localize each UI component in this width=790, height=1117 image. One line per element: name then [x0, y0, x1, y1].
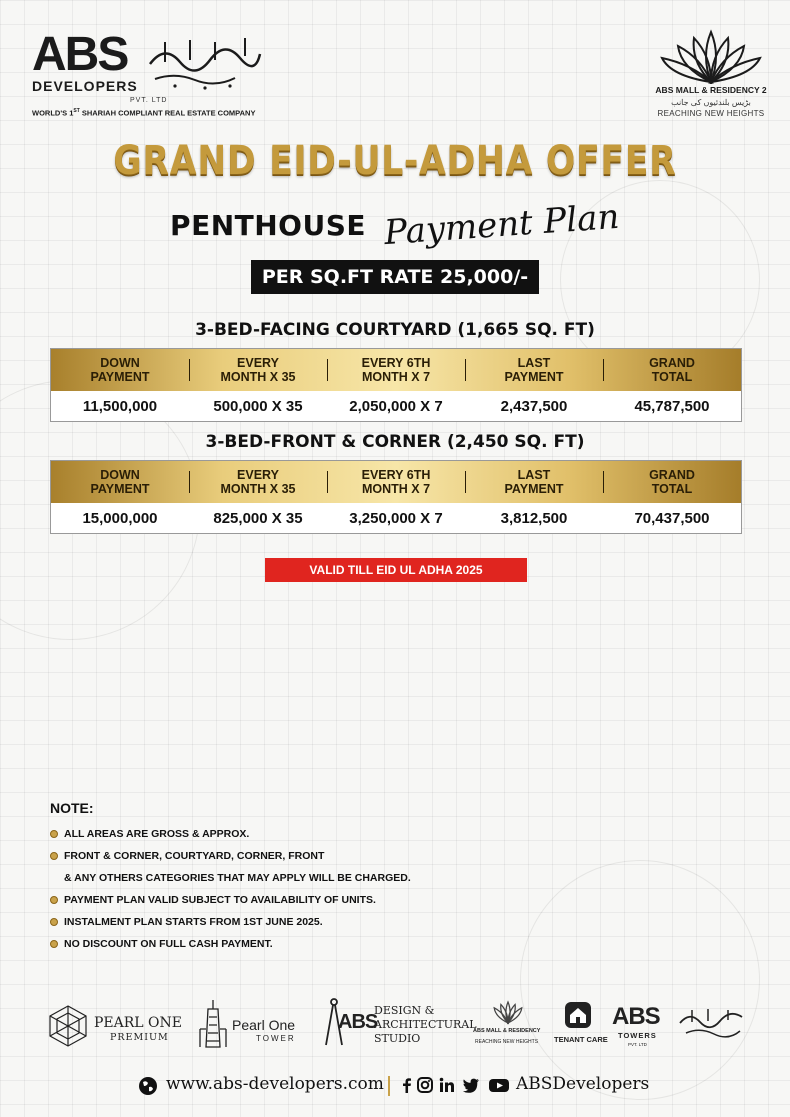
abs-developers-logo [30, 30, 270, 122]
brand-logos [48, 995, 748, 1055]
down-payment-value: 15,000,000 [82, 509, 158, 527]
instagram-icon[interactable] [416, 1076, 434, 1094]
subhead [0, 196, 790, 254]
facebook-icon[interactable] [398, 1076, 416, 1094]
table-row [51, 391, 741, 421]
rate-banner: PER SQ.FT RATE 25,000/- [251, 260, 539, 294]
urdu-calligraphy-icon [145, 34, 265, 94]
header-six-monthly: EVERY 6TH MONTH X 7 [327, 349, 465, 391]
abs-towers-logo: ABS TOWERS PVT. LTD [610, 995, 750, 1053]
monthly-value: 825,000 X 35 [213, 509, 303, 527]
bullet-icon [50, 896, 58, 904]
last-payment-value: 3,812,500 [500, 509, 568, 527]
lotus-icon [485, 998, 531, 1026]
grand-total-value: 45,787,500 [634, 397, 710, 415]
abs-logo-name: DEVELOPERS [32, 78, 138, 94]
six-monthly-value: 3,250,000 X 7 [349, 509, 443, 527]
notes-section [50, 800, 550, 957]
plan-title: 3-BED-FACING COURTYARD (1,665 SQ. FT) [195, 320, 595, 340]
design-studio-logo: ABS DESIGN & ARCHITECTURAL STUDIO [324, 995, 470, 1053]
note-item: NO DISCOUNT ON FULL CASH PAYMENT. [50, 935, 550, 957]
payment-plan-script: Payment Plan [383, 196, 622, 254]
social-handle: ABSDevelopers [516, 1074, 650, 1094]
abs-mall-logo [646, 28, 776, 123]
note-item: ALL AREAS ARE GROSS & APPROX. [50, 825, 550, 847]
notes-title: NOTE: [50, 800, 94, 816]
monthly-value: 500,000 X 35 [213, 397, 303, 415]
six-monthly-value: 2,050,000 X 7 [349, 397, 443, 415]
note-item: FRONT & CORNER, COURTYARD, CORNER, FRONT [50, 847, 550, 869]
globe-icon [138, 1076, 158, 1096]
tenant-care-logo: TENANT CARE [552, 995, 606, 1053]
bg-decoration [520, 860, 760, 1100]
grand-total-value: 70,437,500 [634, 509, 710, 527]
note-item: INSTALMENT PLAN STARTS FROM 1ST JUNE 2025. [50, 913, 550, 935]
pearl-one-premium-logo: PEARL ONE PREMIUM [48, 995, 178, 1053]
header-down-payment: DOWN PAYMENT [90, 356, 150, 384]
abs-logo-mark: ABS [32, 28, 128, 81]
header-six-monthly: EVERY 6TH MONTH X 7 [327, 461, 465, 503]
down-payment-value: 11,500,000 [82, 397, 158, 415]
mall-logo-title: ABS MALL & RESIDENCY 2 [655, 85, 767, 95]
bullet-icon [50, 918, 58, 926]
abs-mall-small-logo: ABS MALL & RESIDENCY REACHING NEW HEIGHTS [473, 995, 543, 1053]
header-last-payment: LAST PAYMENT [465, 349, 603, 391]
penthouse-title: PENTHOUSE [170, 208, 366, 242]
payment-table [50, 460, 742, 534]
note-item: PAYMENT PLAN VALID SUBJECT TO AVAILABILITY OF UNITS. [50, 891, 550, 913]
mall-logo-tagline: REACHING NEW HEIGHTS [657, 109, 765, 118]
validity-banner: VALID TILL EID UL ADHA 2025 [265, 558, 527, 582]
last-payment-value: 2,437,500 [500, 397, 568, 415]
header-grand-total: GRAND TOTAL [603, 461, 741, 503]
header-grand-total: GRAND TOTAL [603, 349, 741, 391]
bullet-icon [50, 830, 58, 838]
website-link[interactable]: www.abs-developers.com [166, 1074, 384, 1094]
abs-logo-pvt: PVT. LTD [130, 97, 168, 104]
bullet-icon [50, 852, 58, 860]
header-monthly: EVERY MONTH X 35 [189, 349, 327, 391]
table-header [51, 461, 741, 503]
header-down-payment: DOWN PAYMENT [90, 468, 150, 496]
plan-title: 3-BED-FRONT & CORNER (2,450 SQ. FT) [205, 432, 585, 452]
urdu-calligraphy-icon [678, 1007, 744, 1039]
youtube-icon[interactable] [488, 1076, 510, 1094]
header-monthly: EVERY MONTH X 35 [189, 461, 327, 503]
table-row [51, 503, 741, 533]
pearl-one-tower-logo: Pearl One TOWER [196, 995, 322, 1053]
offer-headline: GRAND EID-UL-ADHA OFFER [113, 138, 677, 184]
linkedin-icon[interactable] [438, 1076, 456, 1094]
note-item-continued: & ANY OTHERS CATEGORIES THAT MAY APPLY WILL BE CHARGED. [64, 872, 411, 884]
lotus-icon [656, 28, 766, 84]
tower-icon [196, 999, 230, 1049]
footer [0, 1072, 790, 1102]
bullet-icon [50, 940, 58, 948]
table-header [51, 349, 741, 391]
mall-logo-urdu: بڑیس بلندئیوں کی جانب [671, 98, 751, 107]
house-icon [564, 1001, 592, 1029]
payment-table [50, 348, 742, 422]
footer-divider [388, 1076, 390, 1096]
twitter-icon[interactable] [462, 1076, 480, 1094]
header-last-payment: LAST PAYMENT [465, 461, 603, 503]
pearl-diamond-icon [48, 1005, 88, 1047]
abs-logo-tagline: WORLD'S 1ST SHARIAH COMPLIANT REAL ESTATE COMPANY [32, 108, 256, 118]
